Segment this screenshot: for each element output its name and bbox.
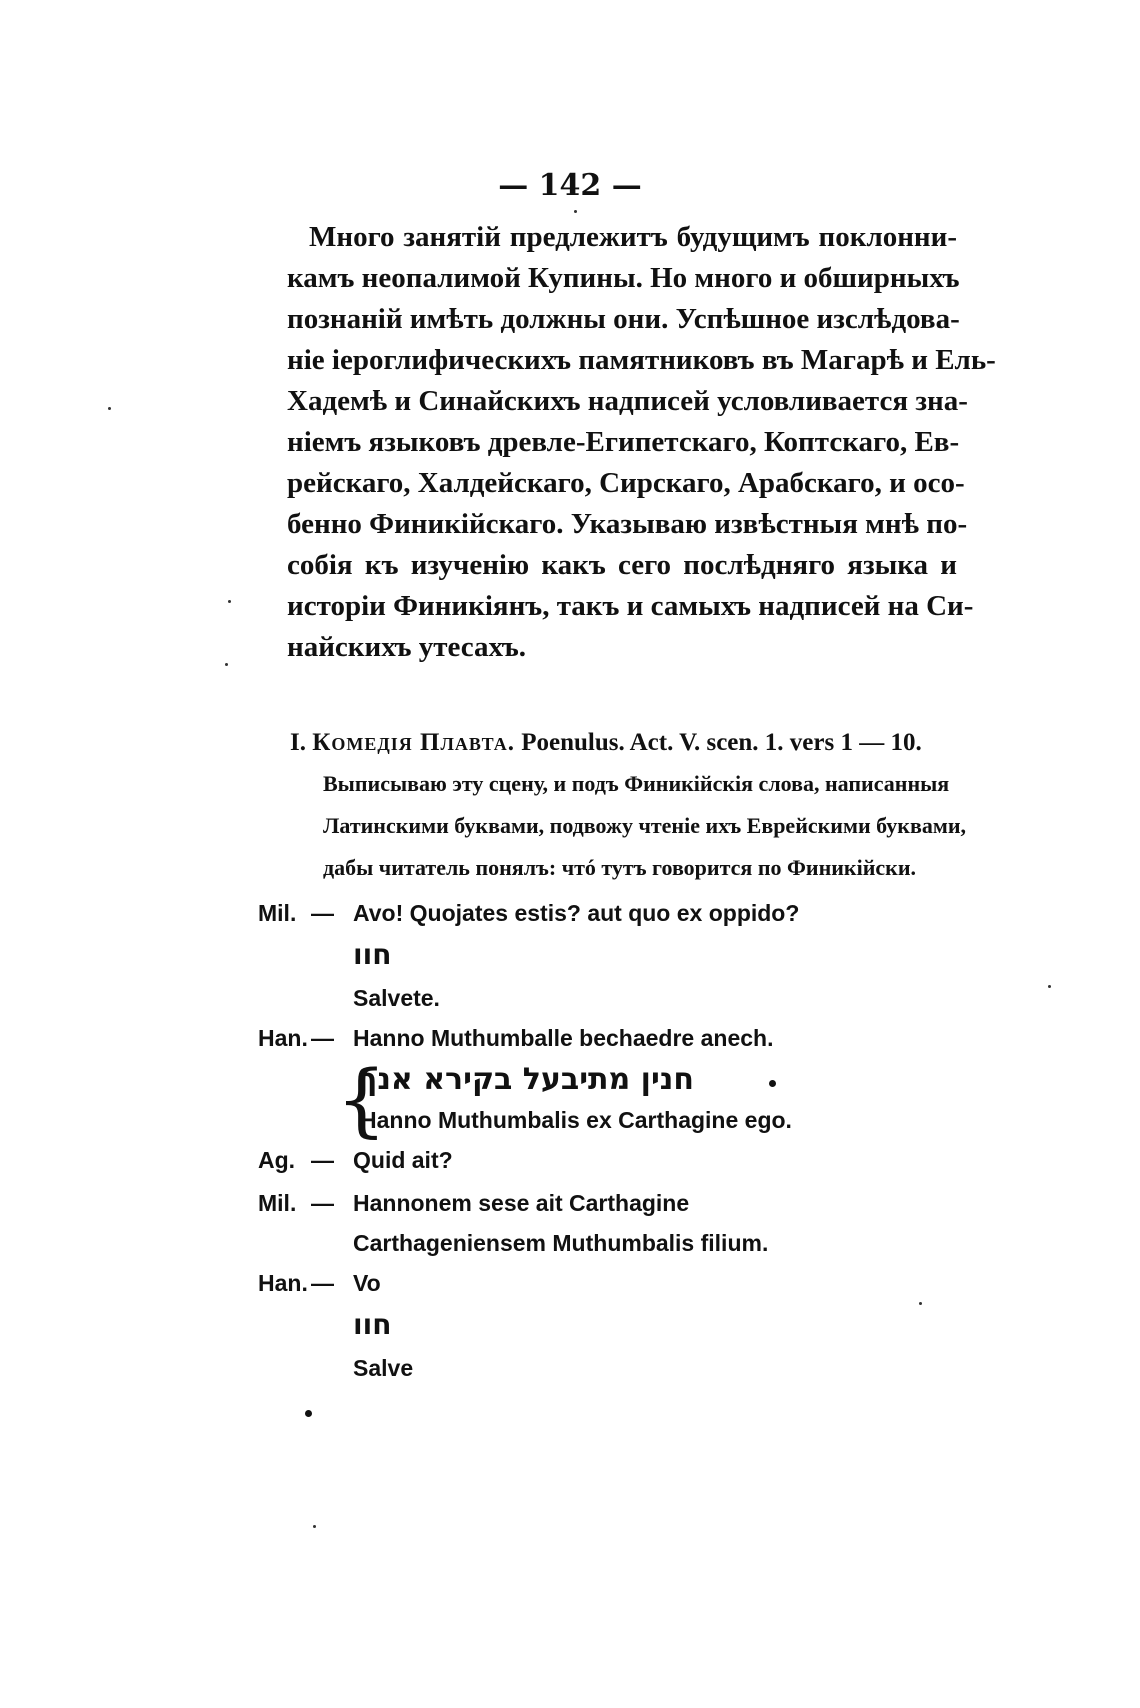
ink-speck [108, 407, 111, 410]
ink-speck [228, 600, 231, 603]
reference-heading [290, 729, 922, 757]
dialogue-text: Hanno Muthumballe bechaedre anech. [353, 1025, 774, 1051]
intro-line: ніемъ языковъ древле-Египетскаго, Коптскаго, Ев- [287, 426, 960, 458]
reference-desc-line: Выписываю эту сцену, и подъ Финикійскія слова, написанныя [323, 771, 950, 796]
intro-line: Хадемѣ и Синайскихъ надписей условливается зна- [287, 385, 968, 417]
reference-desc-line: Латинскими буквами, подвожу чтеніе ихъ Еврейскими буквами, [323, 813, 967, 838]
hebrew-transcription: חוו [353, 938, 392, 971]
latin-gloss: Hanno Muthumbalis ex Carthagine ego. [360, 1107, 792, 1133]
speaker-label: Han. [258, 1025, 308, 1051]
intro-line: найскихъ утесахъ. [287, 631, 527, 663]
speaker-label: Ag. [258, 1147, 296, 1173]
dialogue-dash: — [311, 1147, 334, 1173]
speaker-label: Mil. [258, 1190, 297, 1216]
intro-line: бенно Финикійскаго. Указываю извѣстныя мнѣ по- [287, 508, 968, 540]
intro-line: рейскаго, Халдейскаго, Сирскаго, Арабскаго, и осо- [287, 467, 965, 499]
speaker-label: Han. [258, 1270, 308, 1296]
hebrew-transcription: חוו [353, 1308, 392, 1341]
latin-gloss: Carthageniensem Muthumbalis filium. [353, 1230, 769, 1256]
intro-paragraph [287, 217, 996, 668]
intro-line: камъ неопалимой Купины. Но много и обширныхъ [287, 262, 960, 294]
reference-number: I. [290, 729, 306, 756]
ink-dot [305, 1410, 312, 1417]
reference-desc-line: дабы читатель понялъ: чтó тутъ говорится по Финикійски. [323, 855, 917, 880]
dialogue-dash: — [311, 1025, 334, 1051]
dialogue-text: Avo! Quojates estis? aut quo ex oppido? [353, 900, 800, 926]
ink-speck [1048, 985, 1051, 988]
speaker-label: Mil. [258, 900, 297, 926]
latin-gloss: Salve [353, 1355, 414, 1381]
dialogue-line [0, 1270, 1140, 1300]
ink-speck [574, 210, 577, 213]
dialogue-line [0, 1147, 1140, 1177]
dialogue-line [0, 900, 1140, 930]
brace-icon: { [336, 1053, 387, 1146]
ink-speck [225, 663, 228, 666]
dialogue-dash: — [311, 900, 334, 926]
intro-line: собія къ изученію какъ сего послѣдняго языка и [287, 549, 957, 581]
intro-line: ніе іероглифическихъ памятниковъ въ Магарѣ и Ель- [287, 344, 996, 376]
hebrew-transcription: חנין מתיבעל בקירא אנך [360, 1062, 695, 1097]
dialogue-line [0, 1025, 1140, 1055]
dialogue-dash: — [311, 1270, 334, 1296]
dialogue-text: Hannonem sese ait Carthagine [353, 1190, 690, 1216]
dialogue-text: Quid ait? [353, 1147, 453, 1173]
dialogue-dash: — [311, 1190, 334, 1216]
page-number: — 142 — [498, 168, 642, 203]
intro-line: познаній имѣть должны они. Успѣшное изслѣдова- [287, 303, 960, 335]
latin-gloss: Salvete. [353, 985, 440, 1011]
dialogue-line [0, 1190, 1140, 1220]
ink-speck [919, 1302, 922, 1305]
intro-line: Много занятій предлежитъ будущимъ поклонни- [309, 221, 957, 253]
reference-title: Комедія Плавта. [312, 729, 515, 756]
ink-speck [313, 1525, 316, 1528]
dialogue-text: Vo [353, 1270, 381, 1296]
intro-line: исторіи Финикіянъ, такъ и самыхъ надписей на Си- [287, 590, 974, 622]
reference-citation: Poenulus. Act. V. scen. 1. vers 1 — 10. [521, 729, 922, 756]
ink-dot [769, 1080, 776, 1087]
